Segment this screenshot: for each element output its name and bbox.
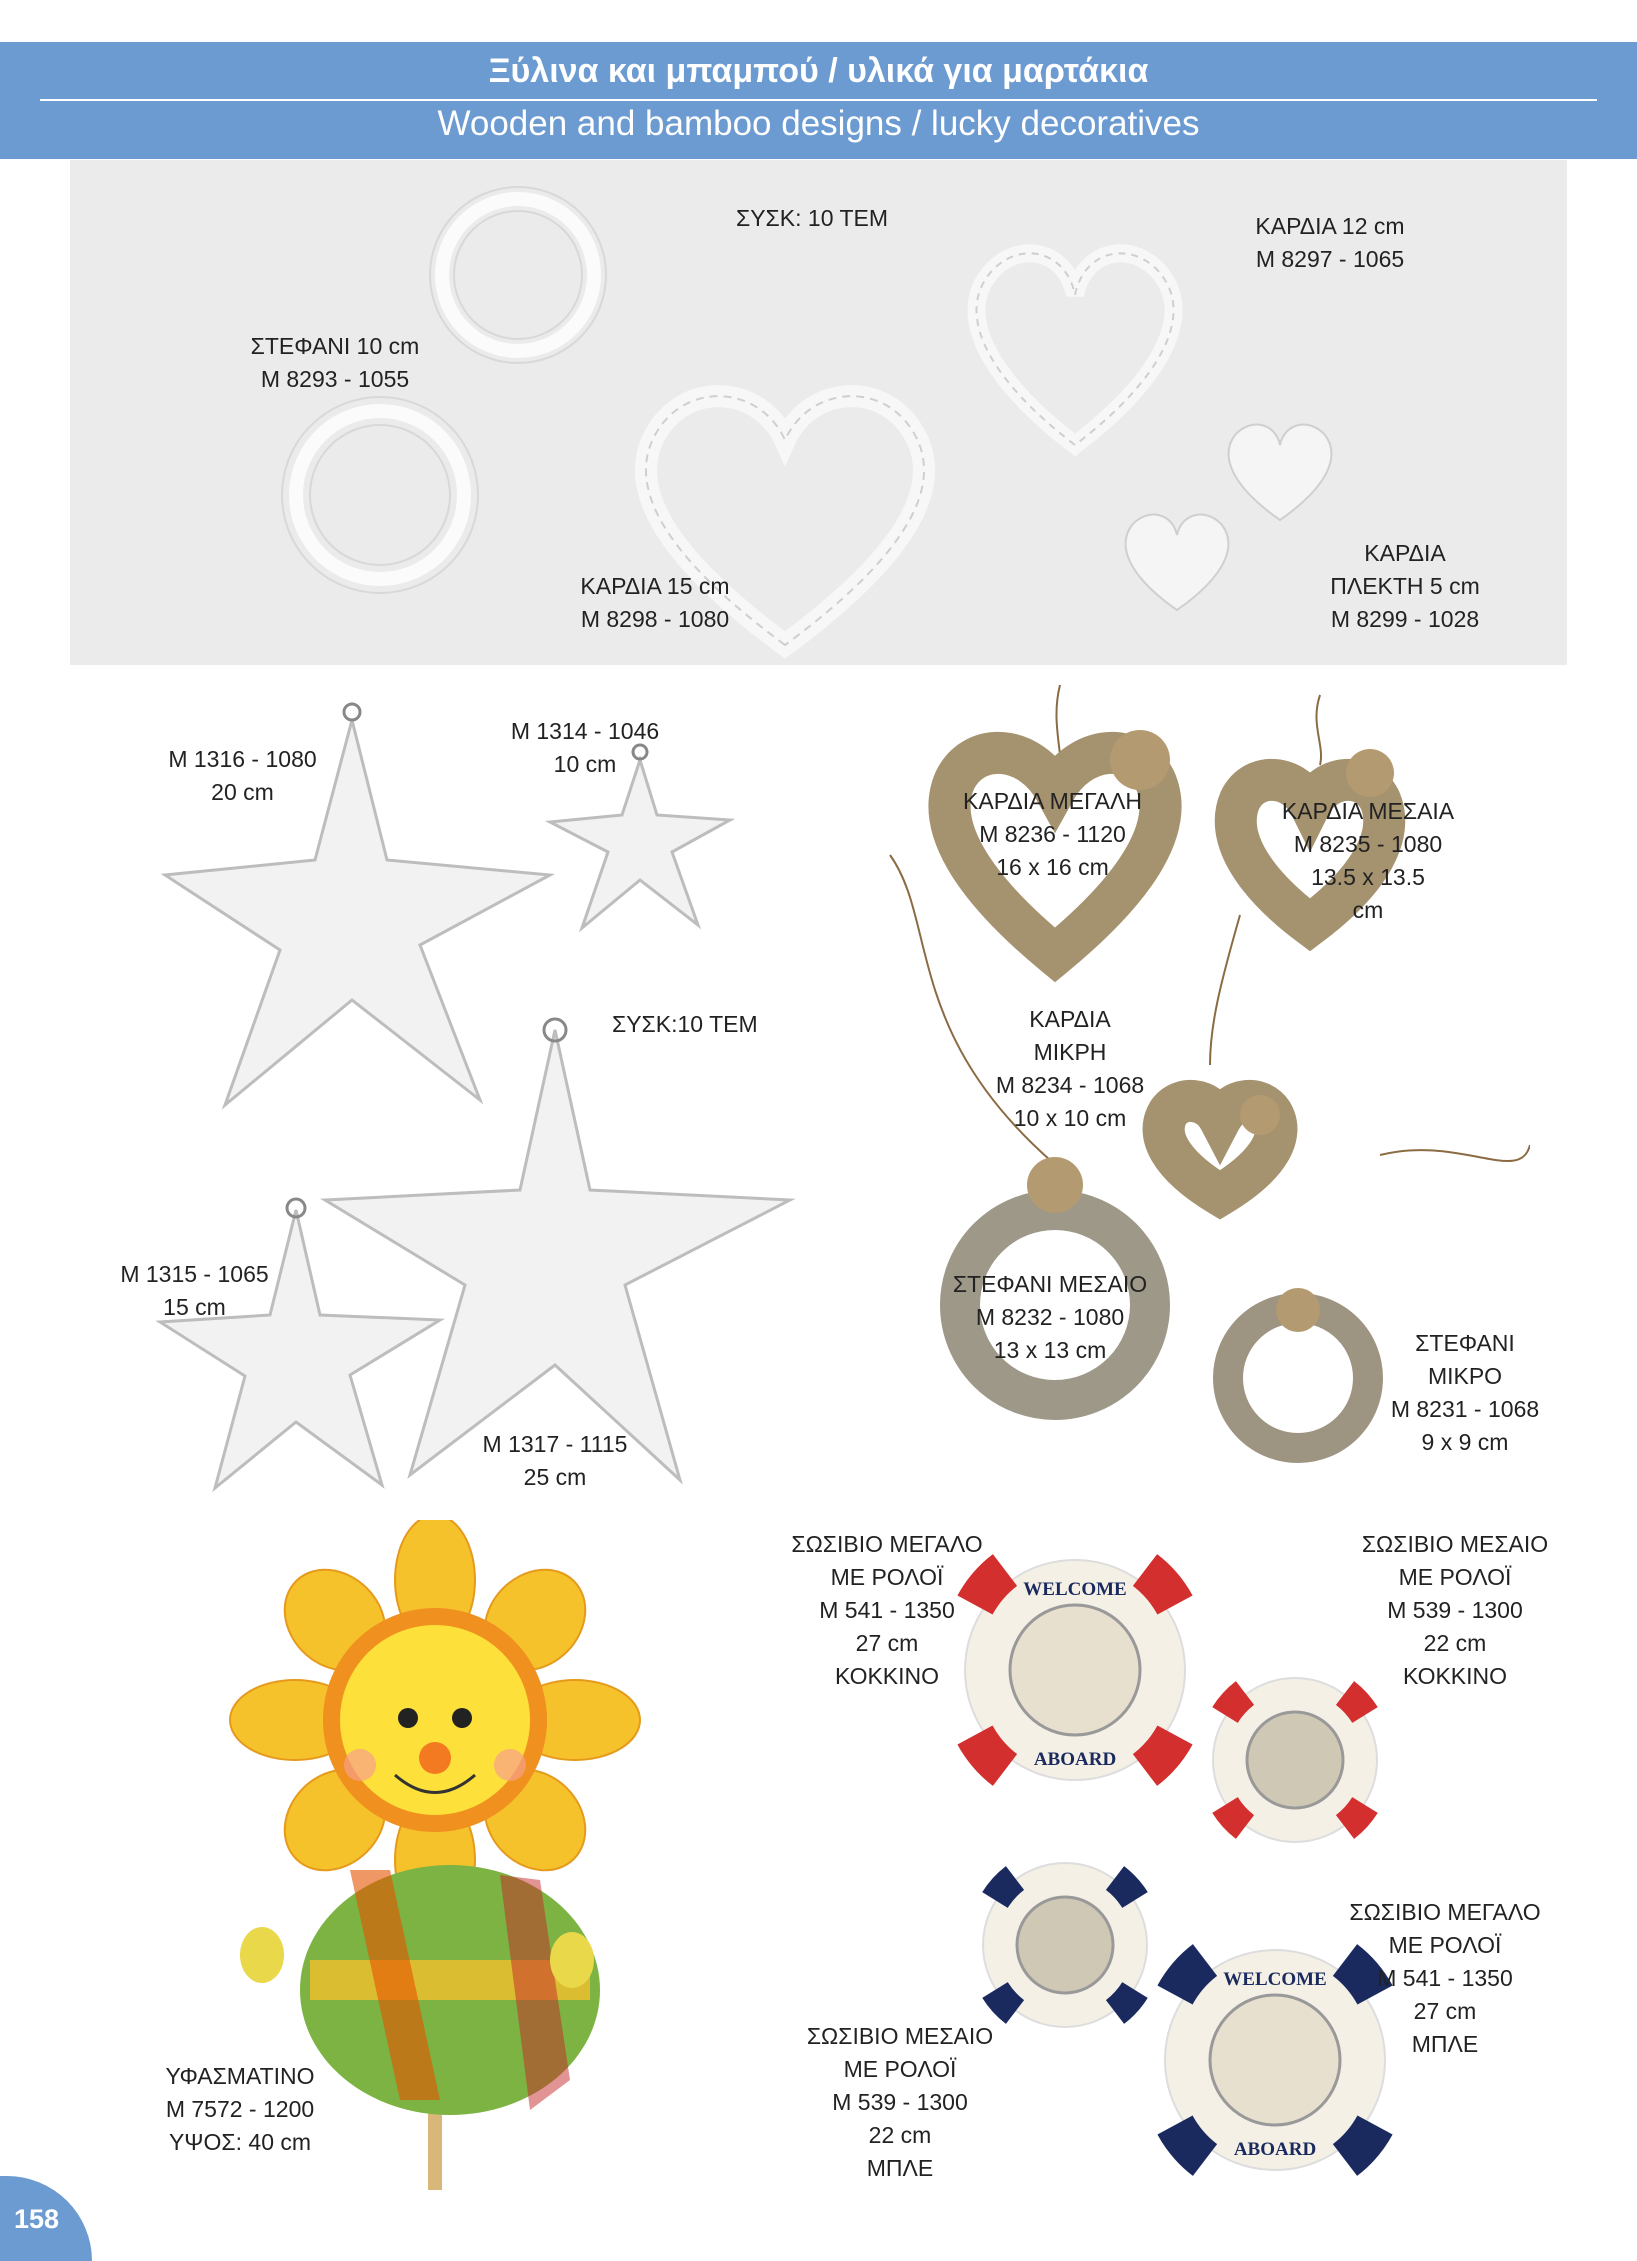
product-name: ΚΑΡΔΙΑ 15 cm [580,573,730,599]
header-banner [0,42,1637,159]
product-size: 27 cm [855,1630,919,1656]
product-name: ΣΩΣΙΒΙΟ ΜΕΓΑΛΟ [791,1531,983,1557]
product-code: Μ 7572 - 1200 [165,2096,315,2122]
wicker-stars-image [120,700,820,1500]
product-size: 10 cm [553,751,617,777]
product-name: ΣΩΣΙΒΙΟ ΜΕΓΑΛΟ [1349,1899,1541,1925]
product-name: ΣΤΕΦΑΝΙ [1415,1330,1515,1356]
product-code: Μ 8235 - 1080 [1293,831,1443,857]
pack-note: ΣΥΣΚ: 10 ΤΕΜ [736,205,889,231]
product-size: 13 x 13 cm [993,1337,1107,1363]
product-feature: ΜΕ ΡΟΛΟΪ [1398,1564,1512,1590]
product-code: Μ 539 - 1300 [1387,1597,1523,1623]
product-size: 22 cm [1423,1630,1487,1656]
product-size: 15 cm [163,1294,226,1320]
product-code: Μ 1317 - 1115 [482,1431,628,1457]
lifebuoy-clocks-image [945,1525,1405,2185]
product-size: 16 x 16 cm [996,854,1109,880]
product-name: ΚΑΡΔΙΑ ΜΕΓΑΛΗ [963,788,1142,814]
page-number: 158 [14,2204,60,2234]
product-code: Μ 8298 - 1080 [580,606,730,632]
star-25cm-image [325,1030,790,1480]
lifebuoy-medium-blue-image [983,1863,1147,2027]
ring-text-aboard: ABOARD [1033,1749,1117,1770]
star-10cm-image [550,760,730,928]
product-size-unit: cm [1352,897,1384,923]
product-size: 27 cm [1413,1998,1477,2024]
product-size: 25 cm [523,1464,587,1490]
product-code: Μ 541 - 1350 [819,1597,955,1623]
ring-text-aboard: ABOARD [1233,2139,1317,2160]
product-name-2: ΜΙΚΡΗ [1033,1039,1107,1065]
product-code: Μ 8231 - 1068 [1390,1396,1540,1422]
ring-text-welcome: WELCOME [1223,1969,1327,1990]
star-15cm-image [160,1210,440,1488]
product-code: Μ 8232 - 1080 [975,1304,1125,1330]
product-color: ΚΟΚΚΙΝΟ [834,1663,940,1689]
product-name: ΚΑΡΔΙΑ [1029,1006,1111,1032]
page-number-tab [0,2176,92,2261]
product-name-2: ΜΙΚΡΟ [1427,1363,1503,1389]
product-code: Μ 539 - 1300 [832,2089,968,2115]
product-feature: ΜΕ ΡΟΛΟΪ [843,2056,957,2082]
product-color: ΚΟΚΚΙΝΟ [1402,1663,1508,1689]
lifebuoy-medium-red-image [1213,1678,1377,1842]
product-name: ΣΩΣΙΒΙΟ ΜΕΣΑΙΟ [806,2023,994,2049]
product-code: Μ 8293 - 1055 [260,366,410,392]
product-name: ΚΑΡΔΙΑ 12 cm [1255,213,1405,239]
woven-heart-image [1229,425,1332,520]
woven-heart-image [1126,515,1229,610]
sun-face-image [340,1625,530,1815]
product-size: 9 x 9 cm [1421,1429,1509,1455]
product-name: ΚΑΡΔΙΑ [1364,540,1446,566]
header-title-english: Wooden and bamboo designs / lucky decoratives [437,104,1200,143]
product-code: Μ 8299 - 1028 [1330,606,1480,632]
product-size: 13.5 x 13.5 [1311,864,1425,890]
product-code: Μ 1315 - 1065 [120,1261,269,1287]
heart-12cm-image [976,253,1173,445]
product-feature: ΜΕ ΡΟΛΟΪ [1388,1932,1502,1958]
product-size: 10 x 10 cm [1013,1105,1127,1131]
product-color: ΜΠΛΕ [1411,2031,1479,2057]
product-size: ΠΛΕΚΤΗ 5 cm [1330,573,1480,599]
product-feature: ΜΕ ΡΟΛΟΪ [830,1564,944,1590]
product-name: ΣΤΕΦΑΝΙ 10 cm [250,333,420,359]
product-code: Μ 8297 - 1065 [1255,246,1405,272]
header-title-greek: Ξύλινα και μπαμπού / υλικά για μαρτάκια [488,52,1149,90]
product-code: Μ 8234 - 1068 [995,1072,1145,1098]
pack-note: ΣΥΣΚ:10 ΤΕΜ [612,1011,758,1037]
product-color: ΜΠΛΕ [866,2155,934,2181]
product-name: ΚΑΡΔΙΑ ΜΕΣΑΙΑ [1281,798,1455,824]
ring-text-welcome: WELCOME [1023,1579,1127,1600]
product-size: ΥΨΟΣ: 40 cm [168,2129,312,2155]
product-code: Μ 1316 - 1080 [168,746,317,772]
wreath-image [442,199,594,351]
product-name: ΣΤΕΦΑΝΙ ΜΕΣΑΙΟ [952,1271,1148,1297]
product-name: ΣΩΣΙΒΙΟ ΜΕΣΑΙΟ [1361,1531,1549,1557]
header-divider [40,99,1597,101]
wreath-image [296,411,464,579]
product-code: Μ 541 - 1350 [1377,1965,1513,1991]
product-name: ΥΦΑΣΜΑΤΙΝΟ [165,2063,315,2089]
product-code: Μ 8236 - 1120 [979,821,1126,847]
product-size: 22 cm [868,2122,932,2148]
product-code: Μ 1314 - 1046 [510,718,660,744]
product-size: 20 cm [211,779,274,805]
